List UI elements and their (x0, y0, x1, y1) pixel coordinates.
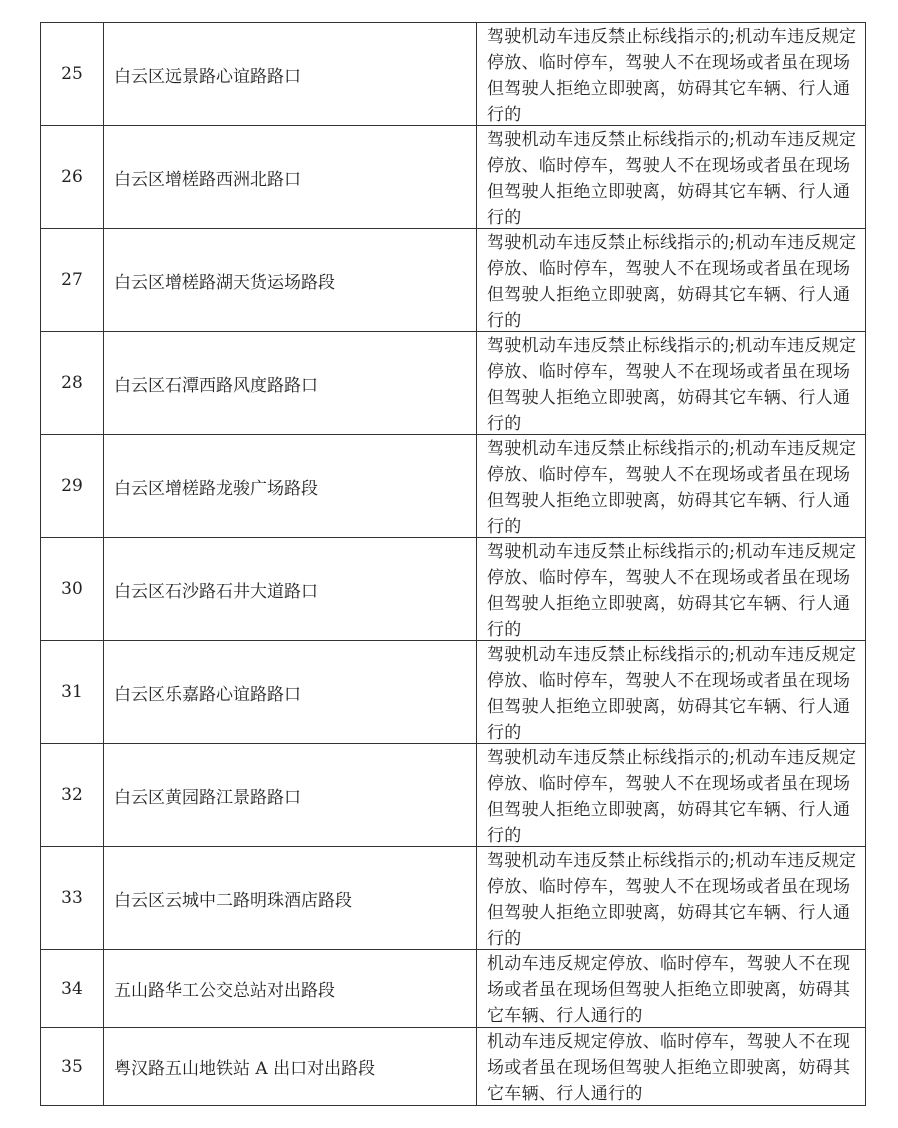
violation-description: 驾驶机动车违反禁止标线指示的;机动车违反规定停放、临时停车，驾驶人不在现场或者虽在现场但驾驶人拒绝立即驶离，妨碍其它车辆、行人通行的 (487, 542, 857, 640)
table-row (41, 847, 866, 950)
table-row (41, 1028, 866, 1106)
location-cell: 白云区增槎路龙骏广场路段 (104, 435, 477, 538)
row-number: 30 (41, 538, 104, 641)
location-cell: 粤汉路五山地铁站 A 出口对出路段 (104, 1028, 477, 1106)
location-cell: 白云区乐嘉路心谊路路口 (104, 641, 477, 744)
location-cell: 白云区石沙路石井大道路口 (104, 538, 477, 641)
table-row (41, 229, 866, 332)
violation-description: 驾驶机动车违反禁止标线指示的;机动车违反规定停放、临时停车，驾驶人不在现场或者虽在现场但驾驶人拒绝立即驶离，妨碍其它车辆、行人通行的 (487, 748, 857, 846)
row-number: 34 (41, 950, 104, 1028)
row-number: 35 (41, 1028, 104, 1106)
row-number: 33 (41, 847, 104, 950)
location-cell: 白云区黄园路江景路路口 (104, 744, 477, 847)
violation-description: 机动车违反规定停放、临时停车，驾驶人不在现场或者虽在现场但驾驶人拒绝立即驶离，妨碍其它车辆、行人通行的 (487, 954, 851, 1026)
table-row (41, 538, 866, 641)
table-row (41, 744, 866, 847)
violation-description: 驾驶机动车违反禁止标线指示的;机动车违反规定停放、临时停车，驾驶人不在现场或者虽在现场但驾驶人拒绝立即驶离，妨碍其它车辆、行人通行的 (487, 233, 857, 331)
violation-description: 驾驶机动车违反禁止标线指示的;机动车违反规定停放、临时停车，驾驶人不在现场或者虽在现场但驾驶人拒绝立即驶离，妨碍其它车辆、行人通行的 (487, 336, 857, 434)
table-row (41, 23, 866, 126)
violation-description: 驾驶机动车违反禁止标线指示的;机动车违反规定停放、临时停车，驾驶人不在现场或者虽在现场但驾驶人拒绝立即驶离，妨碍其它车辆、行人通行的 (487, 851, 857, 949)
violation-description: 机动车违反规定停放、临时停车，驾驶人不在现场或者虽在现场但驾驶人拒绝立即驶离，妨碍其它车辆、行人通行的 (487, 1032, 851, 1104)
row-number: 31 (41, 641, 104, 744)
violation-description: 驾驶机动车违反禁止标线指示的;机动车违反规定停放、临时停车，驾驶人不在现场或者虽在现场但驾驶人拒绝立即驶离，妨碍其它车辆、行人通行的 (487, 27, 857, 125)
violation-description: 驾驶机动车违反禁止标线指示的;机动车违反规定停放、临时停车，驾驶人不在现场或者虽在现场但驾驶人拒绝立即驶离，妨碍其它车辆、行人通行的 (487, 439, 857, 537)
row-number: 28 (41, 332, 104, 435)
table-row (41, 950, 866, 1028)
row-number: 27 (41, 229, 104, 332)
location-cell: 白云区云城中二路明珠酒店路段 (104, 847, 477, 950)
table-row (41, 435, 866, 538)
location-cell: 白云区远景路心谊路路口 (104, 23, 477, 126)
table-row (41, 126, 866, 229)
location-cell: 白云区增槎路西洲北路口 (104, 126, 477, 229)
row-number: 26 (41, 126, 104, 229)
row-number: 32 (41, 744, 104, 847)
violation-description: 驾驶机动车违反禁止标线指示的;机动车违反规定停放、临时停车，驾驶人不在现场或者虽在现场但驾驶人拒绝立即驶离，妨碍其它车辆、行人通行的 (487, 130, 857, 228)
row-number: 25 (41, 23, 104, 126)
violation-locations-table (40, 22, 866, 1106)
table-row (41, 332, 866, 435)
location-cell: 白云区增槎路湖天货运场路段 (104, 229, 477, 332)
violation-description: 驾驶机动车违反禁止标线指示的;机动车违反规定停放、临时停车，驾驶人不在现场或者虽在现场但驾驶人拒绝立即驶离，妨碍其它车辆、行人通行的 (487, 645, 857, 743)
location-cell: 白云区石潭西路风度路路口 (104, 332, 477, 435)
location-cell: 五山路华工公交总站对出路段 (104, 950, 477, 1028)
table-row (41, 641, 866, 744)
row-number: 29 (41, 435, 104, 538)
